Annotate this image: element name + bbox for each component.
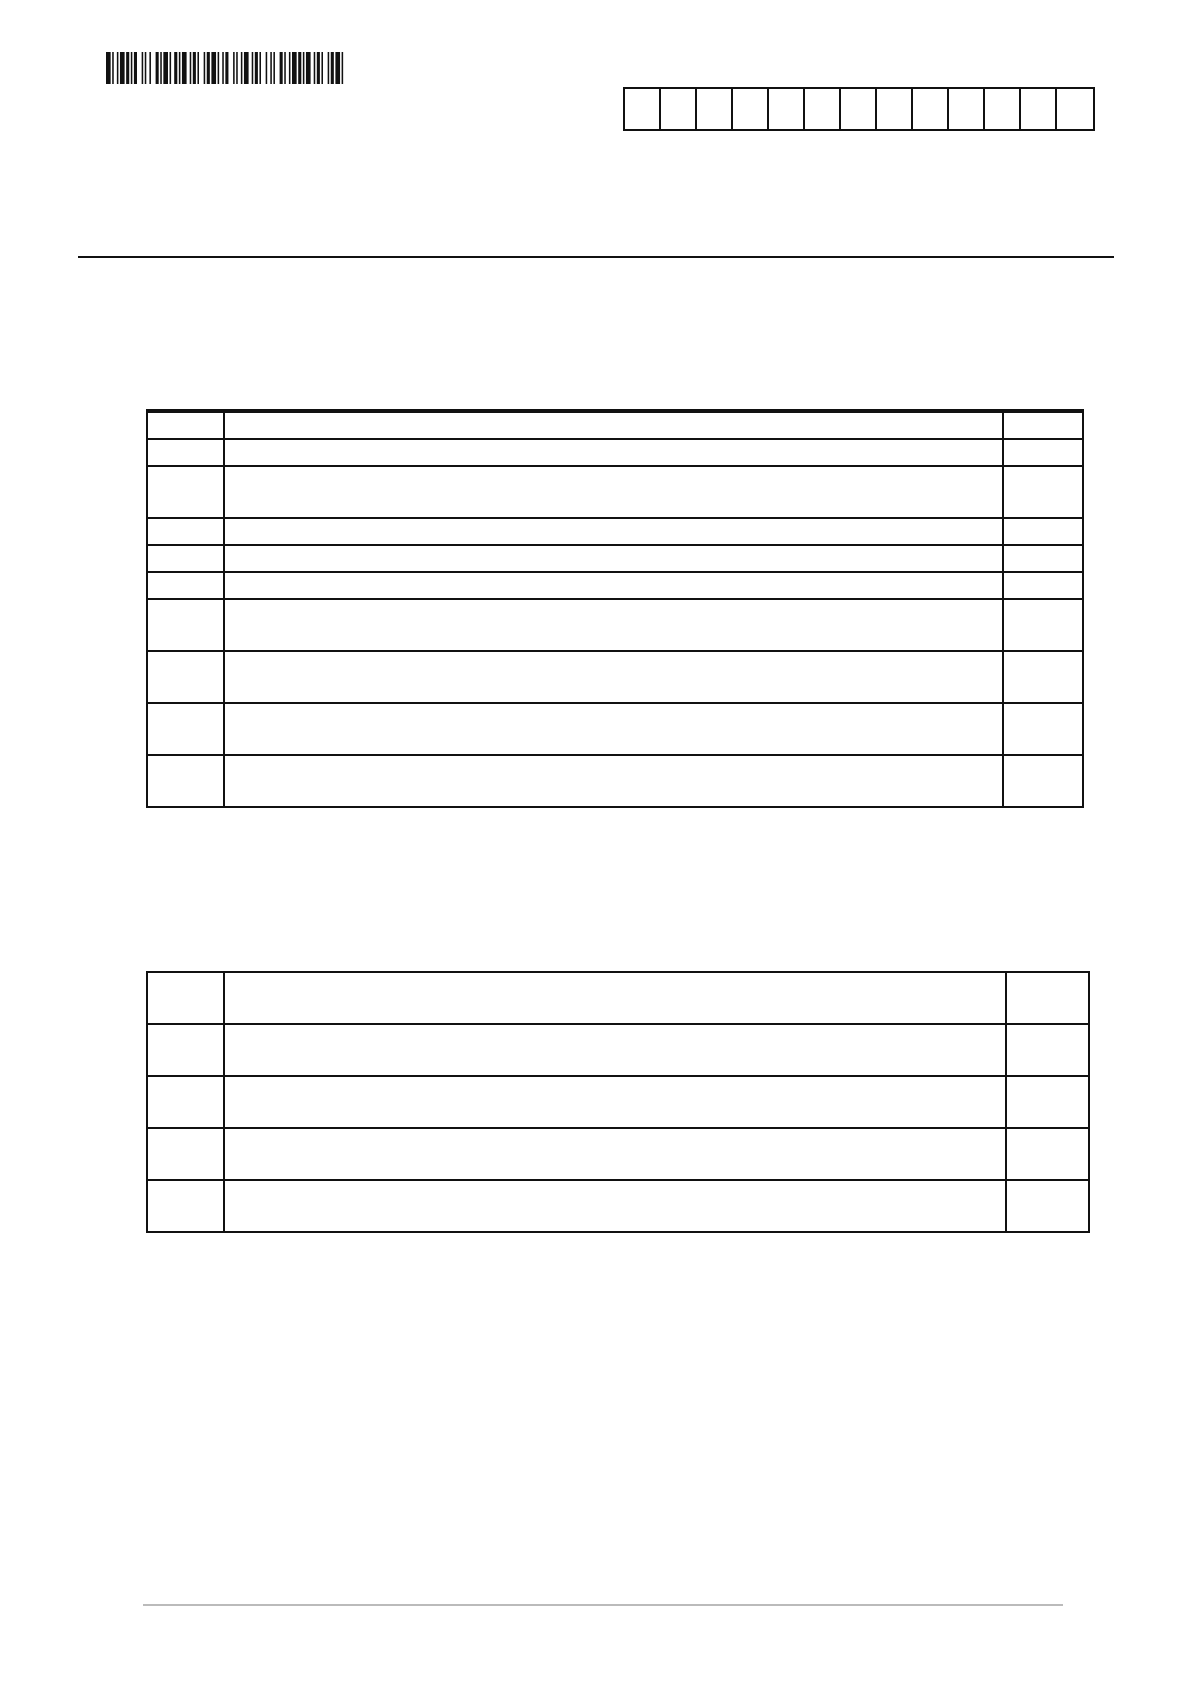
question-row (147, 755, 1083, 807)
barcode-bar (280, 52, 283, 84)
barcode-bar (174, 52, 177, 84)
question-marks-cell (1006, 1024, 1089, 1076)
barcode-bar (255, 52, 258, 84)
barcode-bar (225, 52, 228, 84)
question-label (147, 572, 224, 599)
question-1-header (0, 373, 1200, 401)
question-label (147, 703, 224, 755)
barcode-bar (182, 52, 187, 84)
barcode-bar (204, 52, 206, 84)
barcode-bar (211, 52, 216, 84)
section-b-table (146, 971, 1090, 1233)
question-marks-cell (1003, 572, 1083, 599)
roll-no-box (769, 89, 805, 129)
page-footer (1056, 1614, 1062, 1635)
question-marks-cell (1003, 545, 1083, 572)
barcode-bar (331, 52, 334, 84)
question-marks-cell (1006, 1180, 1089, 1232)
barcode-bar (106, 52, 111, 84)
footer-divider (143, 1604, 1063, 1606)
barcode-bar (156, 52, 159, 84)
barcode-bar (197, 52, 199, 84)
question-marks-cell (1003, 466, 1083, 518)
barcode-bar (190, 52, 192, 84)
note (145, 273, 158, 297)
question-text (224, 651, 1003, 703)
question-label (147, 1180, 224, 1232)
barcode-bar (163, 52, 168, 84)
barcode-bar (303, 52, 305, 84)
question-marks-cell (1006, 1128, 1089, 1180)
question-text (224, 703, 1003, 755)
question-text (224, 439, 1003, 466)
roll-no-box (1057, 89, 1093, 129)
question-row (147, 703, 1083, 755)
question-text (224, 466, 1003, 518)
barcode-bar (273, 52, 275, 84)
question-marks-cell (1003, 703, 1083, 755)
roll-no-boxes (623, 87, 1095, 131)
question-row (147, 972, 1089, 1024)
barcode-bar (134, 52, 137, 84)
roll-no-box (661, 89, 697, 129)
question-label (147, 651, 224, 703)
barcode-bar (252, 52, 254, 84)
barcode-bar (233, 52, 235, 84)
question-row (147, 1180, 1089, 1232)
roll-no-box (913, 89, 949, 129)
question-marks-cell (1003, 439, 1083, 466)
roll-no-box (733, 89, 769, 129)
question-text (224, 545, 1003, 572)
barcode-bar (170, 52, 172, 84)
barcode-bar (145, 52, 147, 84)
barcode-bar (317, 52, 320, 84)
barcode-bar (244, 52, 249, 84)
question-label (147, 545, 224, 572)
barcode-bar (292, 52, 297, 84)
barcode-bar (179, 52, 181, 84)
barcode-bar (149, 52, 151, 84)
barcode-bar (193, 52, 196, 84)
header-divider (78, 256, 1114, 258)
barcode-bar (266, 52, 268, 84)
barcode-bar (117, 52, 119, 84)
barcode-bar (131, 52, 133, 84)
question-marks-cell (1003, 518, 1083, 545)
question-marks-cell (1006, 972, 1089, 1024)
barcode-bar (126, 52, 129, 84)
question-row (147, 651, 1083, 703)
question-label (147, 972, 224, 1024)
barcode-bar (142, 52, 144, 84)
question-text (224, 599, 1003, 651)
roll-no-box (1021, 89, 1057, 129)
question-row (147, 572, 1083, 599)
barcode-bar (236, 52, 238, 84)
barcode-bar (160, 52, 162, 84)
roll-no-box (949, 89, 985, 129)
roll-no-box (841, 89, 877, 129)
question-text (224, 518, 1003, 545)
barcode-bar (298, 52, 301, 84)
question-row (147, 1128, 1089, 1180)
barcode-bar (306, 52, 311, 84)
question-row (147, 518, 1083, 545)
barcode-bar (335, 52, 340, 84)
question-text (224, 972, 1006, 1024)
question-marks-cell (1003, 599, 1083, 651)
question-marks-cell (1003, 651, 1083, 703)
question-label (147, 439, 224, 466)
question-row (147, 599, 1083, 651)
question-text (224, 1024, 1006, 1076)
question-label (147, 1024, 224, 1076)
question-2-header (0, 932, 1200, 960)
question-4-header (0, 1473, 1200, 1501)
section-a-table (146, 409, 1084, 808)
question-label (147, 599, 224, 651)
barcode-bar (270, 52, 272, 84)
barcode-bar (241, 52, 243, 84)
question-marks-cell (1003, 755, 1083, 807)
barcode-bar (218, 52, 220, 84)
barcode-bar (207, 52, 210, 84)
barcode-bar (284, 52, 286, 84)
barcode-bar (259, 52, 261, 84)
roll-no-box (625, 89, 661, 129)
question-marks-cell (1003, 412, 1083, 439)
question-label (147, 466, 224, 518)
question-row (147, 439, 1083, 466)
question-text (224, 412, 1003, 439)
question-label (147, 518, 224, 545)
question-marks-cell (1006, 1076, 1089, 1128)
question-row (147, 412, 1083, 439)
barcode-bar (328, 52, 330, 84)
question-3-header (0, 1318, 1200, 1346)
roll-no-box (877, 89, 913, 129)
question-text (224, 1128, 1006, 1180)
barcode-bar (321, 52, 323, 84)
question-label (147, 1076, 224, 1128)
barcode-bar (342, 52, 344, 84)
roll-no-box (805, 89, 841, 129)
barcode-bar (120, 52, 125, 84)
question-label (147, 1128, 224, 1180)
question-text (224, 572, 1003, 599)
question-row (147, 545, 1083, 572)
question-row (147, 1024, 1089, 1076)
roll-no-box (697, 89, 733, 129)
barcode-image (106, 52, 462, 84)
question-row (147, 466, 1083, 518)
question-text (224, 1180, 1006, 1232)
question-text (224, 1076, 1006, 1128)
question-label (147, 412, 224, 439)
question-row (147, 1076, 1089, 1128)
question-label (147, 755, 224, 807)
barcode-bar (289, 52, 291, 84)
roll-no-box (985, 89, 1021, 129)
barcode-bar (314, 52, 316, 84)
barcode-bar (222, 52, 224, 84)
barcode-bar (112, 52, 114, 84)
question-text (224, 755, 1003, 807)
